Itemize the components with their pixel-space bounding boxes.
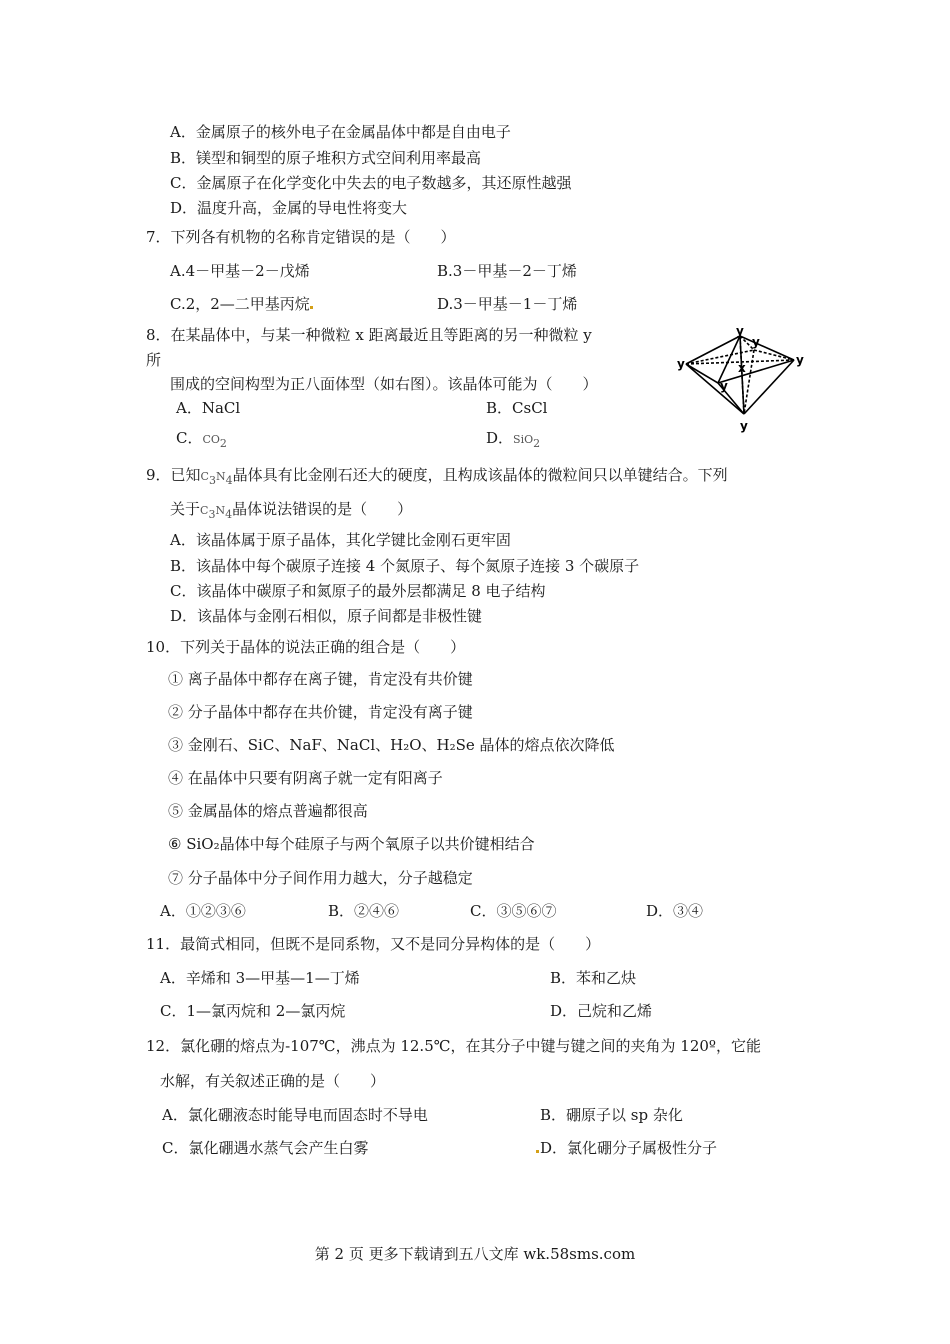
q8-stem-line3: 围成的空间构型为正八面体型（如右图）。该晶体可能为（ ）	[170, 375, 598, 393]
q10-option-c: C．③⑤⑥⑦	[470, 902, 557, 920]
q10-item-2: ② 分子晶体中都存在共价键，肯定没有离子键	[168, 703, 473, 721]
q12-option-b: B．硼原子以 sp 杂化	[540, 1106, 683, 1124]
q7-option-b: B.3－甲基－2－丁烯	[437, 262, 577, 280]
q6-option-a: A．金属原子的核外电子在金属晶体中都是自由电子	[170, 123, 511, 141]
figure-label-x-center: x	[738, 361, 746, 375]
q6-option-b: B．镁型和铜型的原子堆积方式空间利用率最高	[170, 149, 482, 167]
figure-label-y-back: y	[752, 335, 760, 349]
q8-option-c: C．$CO_2$	[176, 429, 227, 450]
figure-label-y-top: y	[736, 328, 744, 338]
q10-option-b: B．②④⑥	[328, 902, 400, 920]
q11-option-d: D．己烷和乙烯	[550, 1002, 653, 1020]
q12-stem-line1: 12．氯化硼的熔点为-107℃，沸点为 12.5℃，在其分子中键与键之间的夹角为 120º，它能	[146, 1037, 761, 1055]
q12-option-c: C．氯化硼遇水蒸气会产生白雾	[162, 1139, 369, 1157]
q7-option-d: D.3－甲基－1－丁烯	[437, 295, 578, 313]
q6-option-c: C．金属原子在化学变化中失去的电子数越多，其还原性越强	[170, 174, 572, 192]
q11-option-a: A．辛烯和 3—甲基—1—丁烯	[160, 969, 360, 987]
q9-option-b: B．该晶体中每个碳原子连接 4 个氮原子、每个氮原子连接 3 个碳原子	[170, 557, 640, 575]
q9-option-a: A．该晶体属于原子晶体，其化学键比金刚石更牢固	[170, 531, 511, 549]
q10-stem: 10．下列关于晶体的说法正确的组合是（ ）	[146, 638, 466, 656]
q9-option-d: D．该晶体与金刚石相似，原子间都是非极性键	[170, 607, 483, 625]
q7-option-c: C.2，2—二甲基丙烷	[170, 294, 314, 314]
q10-item-1: ① 离子晶体中都存在离子键，肯定没有共价键	[168, 670, 473, 688]
q10-item-6: ⑥ SiO₂晶体中每个硅原子与两个氧原子以共价键相结合	[168, 835, 535, 853]
figure-label-y-bottom: y	[740, 419, 748, 433]
q8-stem-line1: 8．在某晶体中，与某一种微粒 x 距离最近且等距离的另一种微粒 y	[146, 326, 592, 344]
q9-stem-line1: 9．已知$C_3N_4$晶体具有比金刚石还大的硬度，且构成该晶体的微粒间只以单键结合。下列	[146, 466, 728, 487]
figure-label-y-right: y	[796, 353, 804, 367]
q9-stem-line2: 关于$C_3N_4$晶体说法错误的是（ ）	[170, 500, 413, 521]
q10-item-4: ④ 在晶体中只要有阴离子就一定有阳离子	[168, 769, 443, 787]
q8-stem-line2: 所	[146, 351, 162, 369]
q12-option-a: A．氯化硼液态时能导电而固态时不导电	[162, 1106, 428, 1124]
q11-stem: 11．最简式相同，但既不是同系物，又不是同分异构体的是（ ）	[146, 935, 601, 953]
q10-item-7: ⑦ 分子晶体中分子间作用力越大，分子越稳定	[168, 869, 473, 887]
q10-item-3: ③ 金刚石、SiC、NaF、NaCl、H₂O、H₂Se 晶体的熔点依次降低	[168, 736, 615, 754]
q9-option-c: C．该晶体中碳原子和氮原子的最外层都满足 8 电子结构	[170, 582, 546, 600]
mark-dot	[536, 1150, 539, 1153]
q11-option-b: B．苯和乙炔	[550, 969, 637, 987]
page-footer: 第 2 页 更多下载请到五八文库 wk.58sms.com	[314, 1245, 636, 1263]
q8-option-a: A．NaCl	[176, 399, 241, 417]
figure-label-y-front: y	[720, 379, 728, 393]
q8-option-d: D．SiO$_2$	[486, 429, 541, 450]
q7-option-a: A.4－甲基－2－戊烯	[170, 262, 310, 280]
q12-stem-line2: 水解，有关叙述正确的是（ ）	[160, 1072, 386, 1090]
q7-stem: 7．下列各有机物的名称肯定错误的是（ ）	[146, 228, 456, 246]
q11-option-c: C．1—氯丙烷和 2—氯丙烷	[160, 1002, 346, 1020]
q10-option-a: A．①②③⑥	[160, 902, 246, 920]
q10-option-d: D．③④	[646, 902, 704, 920]
q10-item-5: ⑤ 金属晶体的熔点普遍都很高	[168, 802, 368, 820]
figure-label-y-left: y	[677, 357, 685, 371]
q8-option-b: B．CsCl	[486, 399, 548, 417]
mark-dot	[310, 306, 313, 309]
q6-option-d: D．温度升高，金属的导电性将变大	[170, 199, 408, 217]
octahedron-figure	[676, 328, 811, 436]
q12-option-d: D．氯化硼分子属极性分子	[536, 1138, 717, 1158]
